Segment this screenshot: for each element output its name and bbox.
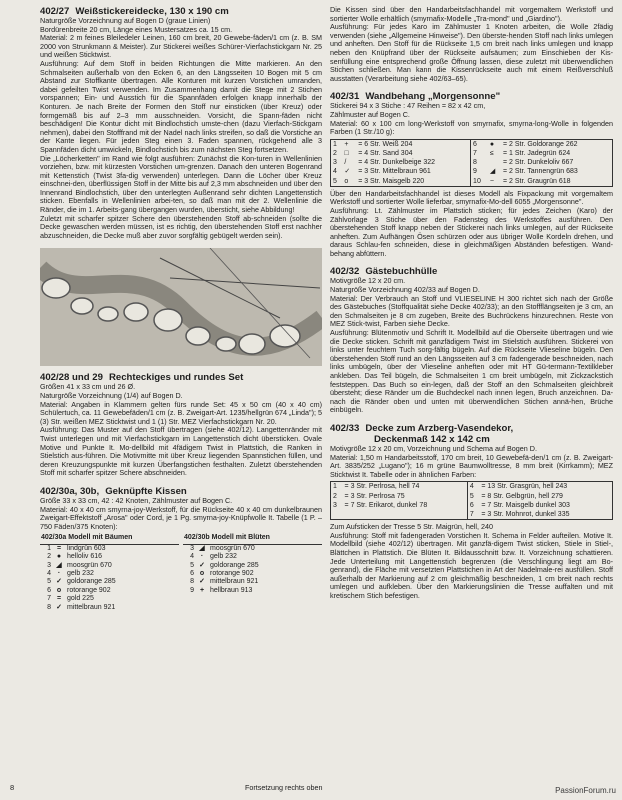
table-row: 8 ✓ mittelbraun 921: [47, 603, 116, 611]
text-line: Größen 41 x 33 cm und 26 Ø.: [40, 382, 136, 392]
table-header: 402/30b Modell mit Blüten: [183, 533, 322, 544]
section-heading: Wandbehang „Morgensonne": [365, 91, 501, 103]
right-column: [330, 6, 613, 609]
table-row: 3 = 7 Str. Erikarot, dunkel 78 6 = 7 Str. Maisgelb dunkel 303: [333, 501, 570, 509]
table-row: 2 = 3 Str. Perlrosa 75 5 = 8 Str. Gelbgrün, hell 279: [333, 492, 563, 500]
section-heading: Gästebuchhülle: [365, 266, 438, 278]
text-instructions: Ausführung: Für jedes Karo im Zählmuster 1 Knoten arbeiten, die Wolle 2fädig verwenden (siehe „Allgemeine Hinweise"). Den überste-henden Stoff nach links umlegen und anheften. Den Stoff für die Rückseite 1,5 cm breit nach links umlegen und knapp neben den Knüpfrand über der Rückseite aufsäumen; zum Einschieben der Kis-senfüllung eine entsprechend große Öffnung lassen, diese zuletzt mit überwendlichen Stichen schließen. Man kann die Kissenrückseite auch mit einem Reißverschluß ausstatten (Verarbeitung siehe 402/63–65).: [330, 22, 613, 83]
section-body: [330, 6, 613, 83]
text-line: Naturgröße Vorzeichnung (1/4) auf Bogen D.: [40, 391, 183, 401]
section-body: [40, 383, 322, 478]
table-row: 6 o rotorange 902: [190, 569, 254, 577]
text-line: Motivgröße 12 x 20 cm, Vorzeichnung und Schema auf Bogen D.: [330, 443, 537, 453]
text-line: Über den Handarbeitsfachhandel ist dieses Modell als Fixpackung mit vorgemaltem Werkstoff und sortierter Wolle lieferbar, smyrnafix-Mo-dell 6055 „Morgensonne".: [330, 188, 613, 207]
table-402-30b: [183, 533, 322, 595]
section-code: 402/28 und 29: [40, 372, 103, 384]
text-line: Motivgröße 12 x 20 cm.: [330, 276, 406, 286]
text-instructions: Ausführung: Das Muster auf den Stoff übertragen (siehe 402/12). Langettenränder mit Twist unterlegen und mit Vierfachstickgarn im Langettenstich dicht übersticken. Ovale Motive und Punkte It. Mo-dellbild mit 4fädigem Twist in Plattstich, die Ranken in Stielstich aus-führen. Die Motivmitte mit über Kreuz liegenden Spannstichen füllen, und deren Kreuzungspunkte mit kurzen Überfangstichen festhalten. Zuletzt überstehenden Stoff mit scharfer spitzer Schere abschneiden.: [40, 425, 322, 478]
section-402-27: [40, 6, 322, 240]
section-body: [330, 190, 613, 259]
section-title: [330, 423, 613, 434]
text-instructions: Ausführung: Auf dem Stoff in beiden Richtungen die Mitte markieren. An den Schmalseiten außerhalb von den Ecken 6, an den Längsseiten 10 Bogen mit 5 cm Abstand zur Stoffkante übertragen. Alle Konturen mit kurzen Vorstichen umranden, dabei gefeilten Twist verwenden. Im Zusammenhang damit die Stege mit 2 Stichen vorspannen; Ein- und Ausstich für die Spannfäden erfolgen knapp innerhalb der Konturen. Je nach Breite der Formen den Stoff nur einsticken (über Kreuz) oder formgemäß bis auf 2–3 mm ausschneiden. Vorsicht, die Spann-fäden nicht beschädigen! Die Kontur dicht mit Bindlochstich umste-chen (dazu Vierfach-Stickgarn nehmen), dabei den Stofffrand mit der Nadel nach links streifen, so daß die Vorstiche an der Kante liegen. Für jeden Steg einen 3. Faden spannen, rückgehend alle 3 Spannfäden dicht umwickeln, Bindlochstich bis zum nächsten Steg fortsetzen.: [40, 58, 322, 154]
text-material: Material: Der Verbrauch an Stoff und VLIESELINE H 300 richtet sich nach der Größe des Gästebuches (Stoffqualität siehe Decke 402/33); an den Stoffflängseiten je 3 cm, an den Schmalseiten je 8 cm zugeben, Breite des Buchrückens hinzurechnen. Reste von MEZ Stick-twist, Farben siehe Decke.: [330, 293, 613, 329]
table-402-30a: [40, 533, 179, 612]
text-instructions: Ausführung: Lt. Zählmuster im Plattstich sticken; für jedes Zeichen (Karo) der Zählvorlage 3 Stiche über den Fadensteg des Werkstoffes ausführen. Den überstehenden Stoff knapp neben der Stickerei nach links umlegen, auf der Rückseite anheften. Zum Aufhängen Ösen schürzen oder aus übriger Wolle Kordeln drehen, und daraus Schlau-fen schneiden, diese in gleichmäßigen Abständen befestigen. Wand-behang abfüttern.: [330, 205, 613, 258]
text-line: Die Kissen sind über den Handarbeitsfachhandel mit vorgemaltem Werkstoff und sortierter Wolle erhältlich (smyrnafix-Modelle „Tra-mond" und „Giardino").: [330, 5, 613, 23]
embroidery-photo: [40, 248, 322, 366]
section-body: [40, 497, 322, 531]
text-line: Naturgröße Vorzeichnung 402/33 auf Bogen D.: [330, 285, 480, 295]
section-heading: Geknüpfte Kissen: [105, 485, 187, 497]
section-code: 402/30a, 30b,: [40, 485, 100, 497]
text-line: Bordürenbreite 20 cm, Länge eines Mustersatzes ca. 15 cm.: [40, 24, 233, 34]
table-row: 3 ◢ moosgrün 670: [190, 544, 255, 552]
text-material: Material: 60 x 100 cm long-Werkstoff von smyrnafix, smyrna-long-Wolle in folgenden Farben (1 Str./10 g):: [330, 118, 613, 137]
continuation-note: Fortsetzung rechts oben: [245, 783, 323, 792]
section-heading: Weißstickereidecke, 130 x 190 cm: [75, 6, 229, 17]
wool-color-tables: [40, 531, 322, 612]
section-code: 402/27: [40, 6, 70, 17]
table-row: 5 ✓ goldorange 285: [47, 578, 116, 586]
text-instructions: Die „Löcherketten" im Rand wie folgt ausführen: Zunächst die Kon-turen in Wellenlinien vorziehen, bzw. mit kürzesten Vorstichen um-grenzen. Danach den unteren Bogenrand mit Kettenstich (Twist 3fa-dig verwenden) unterlegen. Dann die Löcher über Kreuz einschnei-den, überflüssigen Stoff in der Mitte bis auf 2,3 mm abschneiden und über den Innenrand Bindlochstich, über den unterlegten Außenrand sehr dichten Langettenstich sticken. Ebenfalls in Wellenlinien arbei-ten, so daß man mit der 2. Wellenlinie die Ränder, die im 1. Arbeits-gang übergangen wurden, übersticht, siehe Abbildung!: [40, 153, 322, 215]
table-row: 1 + = 6 Str. Weiß 204 6 ● = 2 Str. Goldorange 262: [333, 140, 578, 148]
table-row: 7 = gold 225: [47, 595, 94, 603]
section-402-30-continued: [330, 6, 613, 83]
text-line: Zählmuster auf Bogen C.: [330, 109, 410, 119]
table-row: 4 · gelb 232: [47, 569, 94, 577]
text-material: Material: 2 m feines Bleiledeler Leinen, 160 cm breit, 20 Gewebe-fäden/1 cm (z. B. SM 2000 von Strunkmann & Meister). Zur Stickerei weißes Schürer-Vierfachstickgarn Nr. 25 und weißen Sticktwist.: [40, 33, 322, 60]
table-row: 4 ✓ = 3 Str. Mittelbraun 961 9 ◢ = 2 Str. Tannengrün 683: [333, 168, 578, 176]
table-row: 1 = lindgrün 603: [47, 544, 106, 552]
text-line: Stickerei 94 x 3 Stiche : 47 Reihen = 82 x 42 cm,: [330, 101, 486, 111]
section-402-28-29: [40, 372, 322, 478]
table-row: 2 □ = 4 Str. Sand 304 7 ≤ = 1 Str. Jadegrün 624: [333, 149, 571, 157]
table-row: 9 + hellbraun 913: [190, 586, 253, 594]
text-line: Größe 33 x 33 cm, 42 : 42 Knoten, Zählmuster auf Bogen C.: [40, 495, 233, 505]
section-body: [330, 277, 613, 415]
text-material: Material: Angaben in Klammern gelten fürs runde Set: 45 x 50 cm (40 x 40 cm) Schülertuch, ca. 11 Gewebefäden/1 cm (z. B. Zweigart-Art. 1235/hellgrün 674 „Linda"); 5 (3) Str. weißen MEZ Sticktwist und 1 (1) Str. MEZ Vierfachstickgarn Nr. 20.: [40, 399, 322, 426]
table-row: 6 o rotorange 902: [47, 586, 111, 594]
section-402-33: [330, 423, 613, 601]
text-material: Material: 40 x 40 cm smyrna-joy-Werkstoff, für die Rückseite 40 x 40 cm dunkelbraunen Zweigart-Effektstoff „Arosa" oder Cord, je 1 Pg. smyrna-joy-Knüpfwolle It. Tabelle (1 P. – 750 Fäden/375 Knoten):: [40, 504, 322, 531]
text-line: Zum Aufsticken der Tresse 5 Str. Maigrün, hell, 240: [330, 522, 493, 532]
twist-colors-table: [330, 481, 613, 520]
table-row: 5 ✓ goldorange 285: [190, 561, 259, 569]
embroidery-photo-drawing: [40, 248, 322, 366]
text-instructions: Zuletzt mit scharfer spitzer Schere den überstehenden Stoff ab-schneiden (sollte die Decke gewaschen werden müssen, ist es richtig, den überstehenden Stoff erst nachher abzuschneiden, die Decke muß aber zuvor sorgfältig gebügelt werden sein).: [40, 213, 322, 240]
table-row: 8 ✓ mittelbraun 921: [190, 578, 259, 586]
table-row: 1 = 3 Str. Perlrosa, hell 74 4 = 13 Str. Grasgrün, hell 243: [333, 483, 568, 491]
table-row: 3 / = 4 Str. Dunkelbeige 322 8 = 2 Str. Dunkeloliv 667: [333, 159, 574, 167]
section-heading: Decke zum Arzberg-Vasendekor,: [365, 422, 514, 434]
section-heading: Rechteckiges und rundes Set: [108, 372, 244, 384]
table-row: 2 ● helloliv 616: [47, 553, 103, 561]
text-instructions: Ausführung: Stoff mit fadengeraden Vorstichen It. Schema in Felder aufteilen. Motive It. Modellbild (siehe 402/12) übertragen. Mit ganzfä-digem Twist sticken, Stiele in Stiel-, Blättchen in Plattstich. Die Blüten It. Bildausschnitt bzw. It. Vorzeichnung schattieren. Jede Unterteilung mit Langettenstich begrenzen (die Verschlingung liegt am Bo-genrand), die Fläche mit versetzten Plattstichen in Art der Nadelmale-rei ausfüllen. Stoff außerhalb der Markierung auf 2 cm gleichmäßig beschneiden, 1 cm breit nach rechts umlegen und aufkleben. Über den Markierungslinien die Tresse auffalten und mit kretischem Stich befestigen.: [330, 530, 613, 600]
section-402-32: [330, 266, 613, 415]
left-column: [40, 6, 322, 620]
text-instructions: Ausführung: Blütenmotiv und Schrift It. Modellbild auf die Oberseite übertragen und wie die Decke sticken. Schrift mit ganzfädigem Twist im Stielstich ausführen. Stickerei von links unter feuchtem Tuch sorg-fältig bügeln. Auf die Rückseite Vlieseline bügeln. Den überstehenden Stoff rund an den Längsseiten auf 3 cm fadengerade beschneiden, nach links umbügeln, über der Vlieseline anheften oder mit HT Gü-termann-Textilkleber ankleben. Das Teil bügeln, die Schmalseiten 1 cm breit umbügeln, mit Zickzackstich feststeppen. Das Buch so ein-legen, daß der Stoff an den Schmalseiten gleichbreit übersteht; diese Ränder um die Buchdeckel nach innen legen, Bruch anzeichnen. Da-nach die Ränder oben und unten mit überwendlichen Stichen annä-hen, Brüche einbügeln.: [330, 328, 613, 415]
table-row: 3 ◢ moosgrün 670: [47, 561, 112, 569]
text-line: Naturgröße Vorzeichnung auf Bogen D (graue Linien): [40, 16, 211, 25]
section-402-31: [330, 91, 613, 258]
section-subtitle: Deckenmaß 142 x 142 cm: [374, 433, 490, 445]
section-body: [330, 102, 613, 136]
text-material: Material: 1,50 m Handarbeitsstoff, 170 cm breit, 10 Gewebefä-den/1 cm (z. B. Zweigart-Art. 3835/252 „Lugano"); 16 m grüne Baumwolltresse, 8 mm breit (Kirrkamm); MEZ Sticktwist It. Tabelle oder in ähnlichen Farben:: [330, 452, 613, 479]
section-code: 402/32: [330, 266, 360, 278]
page-number: 8: [10, 783, 15, 792]
section-code: 402/33: [330, 422, 360, 434]
table-row: 7 = 3 Str. Mohnrot, dunkel 335: [331, 510, 613, 520]
section-402-30: [40, 486, 322, 612]
watermark: PassionForum.ru: [555, 786, 616, 795]
table-header: 402/30a Modell mit Bäumen: [40, 533, 179, 544]
table-row: 4 · gelb 232: [190, 553, 237, 561]
section-body: [330, 523, 613, 600]
wool-colors-table: [330, 139, 613, 187]
section-body: [330, 445, 613, 479]
section-code: 402/31: [330, 91, 360, 103]
section-body: [40, 17, 322, 240]
table-row: 5 o = 3 Str. Maisgelb 220 10 − = 2 Str. Graugrün 618: [333, 177, 571, 185]
